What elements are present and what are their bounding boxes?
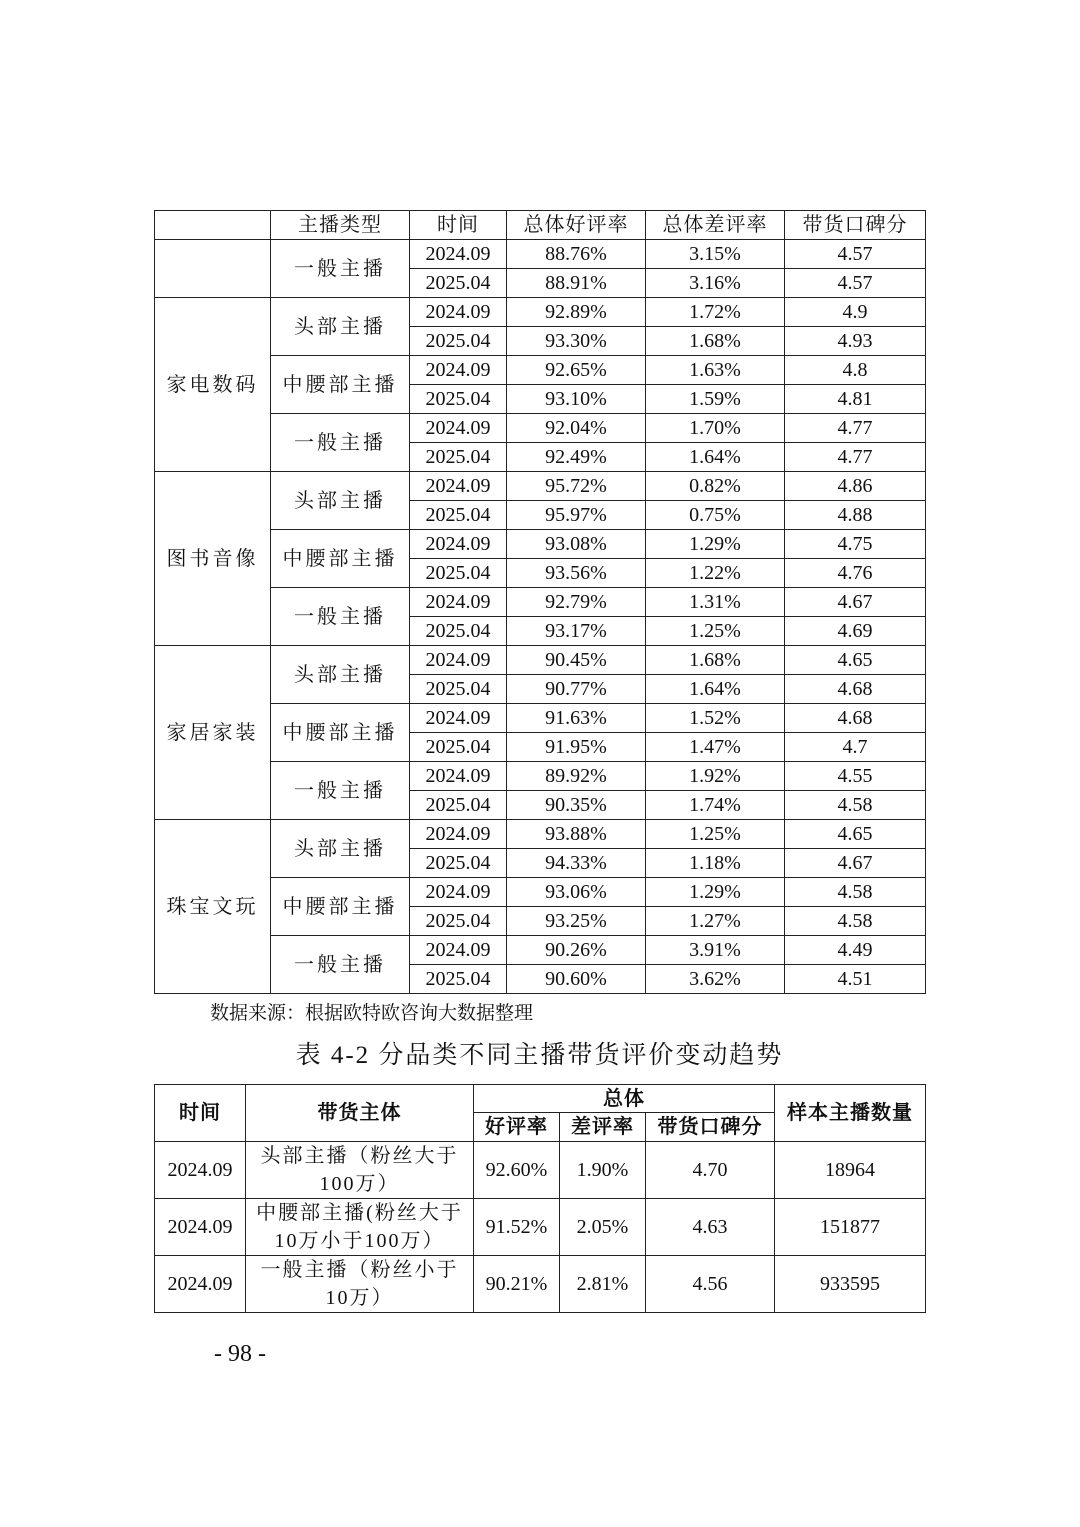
table1-cell-time: 2025.04	[410, 907, 507, 936]
table-row	[155, 356, 926, 385]
table1-cell-anchor-type: 中腰部主播	[271, 704, 410, 762]
table1-header-category	[155, 211, 271, 240]
table2-cell-time: 2024.09	[155, 1256, 246, 1313]
evaluation-trend-table	[154, 1084, 926, 1313]
table1-cell-good-rate: 88.76%	[507, 240, 646, 269]
table1-cell-bad-rate: 1.63%	[646, 356, 785, 385]
table1-cell-time: 2024.09	[410, 414, 507, 443]
table1-cell-anchor-type: 一般主播	[271, 936, 410, 994]
table1-cell-time: 2024.09	[410, 762, 507, 791]
table1-cell-time: 2024.09	[410, 646, 507, 675]
table1-cell-time: 2024.09	[410, 936, 507, 965]
table1-cell-score: 4.75	[785, 530, 926, 559]
table1-cell-bad-rate: 1.59%	[646, 385, 785, 414]
table1-cell-bad-rate: 1.68%	[646, 327, 785, 356]
table1-cell-time: 2025.04	[410, 269, 507, 298]
table1-cell-bad-rate: 1.64%	[646, 443, 785, 472]
table2-header-sample-count: 样本主播数量	[775, 1085, 926, 1142]
table-row	[155, 588, 926, 617]
table1-cell-good-rate: 92.79%	[507, 588, 646, 617]
table2-cell-score: 4.70	[646, 1142, 775, 1199]
table1-cell-anchor-type: 头部主播	[271, 472, 410, 530]
table1-cell-time: 2025.04	[410, 617, 507, 646]
table-caption: 表 4-2 分品类不同主播带货评价变动趋势	[295, 1042, 784, 1069]
table1-cell-time: 2024.09	[410, 530, 507, 559]
table1-cell-score: 4.81	[785, 385, 926, 414]
table1-cell-good-rate: 90.26%	[507, 936, 646, 965]
table1-cell-time: 2025.04	[410, 733, 507, 762]
table1-cell-good-rate: 90.60%	[507, 965, 646, 994]
table1-cell-anchor-type: 头部主播	[271, 820, 410, 878]
table1-cell-bad-rate: 1.74%	[646, 791, 785, 820]
table2-header-score: 带货口碑分	[646, 1113, 775, 1142]
table1-cell-good-rate: 92.89%	[507, 298, 646, 327]
table1-cell-good-rate: 89.92%	[507, 762, 646, 791]
table1-cell-score: 4.69	[785, 617, 926, 646]
table-row	[155, 472, 926, 501]
table1-cell-bad-rate: 1.25%	[646, 820, 785, 849]
table1-cell-time: 2025.04	[410, 791, 507, 820]
table2-cell-subject: 中腰部主播(粉丝大于10万小于100万）	[246, 1199, 474, 1256]
table1-cell-bad-rate: 1.92%	[646, 762, 785, 791]
table2-header-overall: 总体	[474, 1085, 775, 1113]
table1-cell-bad-rate: 3.62%	[646, 965, 785, 994]
table-row	[155, 298, 926, 327]
evaluation-table-by-category	[154, 210, 926, 994]
table1-cell-good-rate: 94.33%	[507, 849, 646, 878]
table1-cell-time: 2024.09	[410, 240, 507, 269]
table1-cell-category: 珠宝文玩	[155, 820, 271, 994]
table1-cell-score: 4.67	[785, 588, 926, 617]
table1-header-good-rate: 总体好评率	[507, 211, 646, 240]
table2-cell-bad-rate: 2.81%	[560, 1256, 646, 1313]
table1-cell-score: 4.57	[785, 240, 926, 269]
table1-cell-anchor-type: 一般主播	[271, 414, 410, 472]
table1-cell-score: 4.51	[785, 965, 926, 994]
table2-cell-good-rate: 91.52%	[474, 1199, 560, 1256]
table2-cell-time: 2024.09	[155, 1199, 246, 1256]
table1-cell-good-rate: 92.04%	[507, 414, 646, 443]
table1-cell-bad-rate: 1.18%	[646, 849, 785, 878]
table1-cell-score: 4.8	[785, 356, 926, 385]
table1-cell-score: 4.77	[785, 443, 926, 472]
table1-cell-bad-rate: 3.15%	[646, 240, 785, 269]
table1-cell-score: 4.77	[785, 414, 926, 443]
table1-cell-time: 2025.04	[410, 559, 507, 588]
table1-cell-good-rate: 93.30%	[507, 327, 646, 356]
table1-header-row	[155, 211, 926, 240]
table1-cell-category: 家电数码	[155, 298, 271, 472]
table1-header-time: 时间	[410, 211, 507, 240]
table1-cell-score: 4.57	[785, 269, 926, 298]
table1-cell-time: 2024.09	[410, 298, 507, 327]
table1-cell-time: 2025.04	[410, 849, 507, 878]
table1-cell-time: 2024.09	[410, 820, 507, 849]
table2-cell-bad-rate: 1.90%	[560, 1142, 646, 1199]
table1-cell-bad-rate: 1.72%	[646, 298, 785, 327]
table-row	[155, 1199, 926, 1256]
table1-cell-good-rate: 91.95%	[507, 733, 646, 762]
table1-header-anchor-type: 主播类型	[271, 211, 410, 240]
table1-cell-bad-rate: 3.16%	[646, 269, 785, 298]
table2-cell-score: 4.56	[646, 1256, 775, 1313]
table2-header-time: 时间	[155, 1085, 246, 1142]
table1-cell-good-rate: 88.91%	[507, 269, 646, 298]
table1-cell-good-rate: 93.17%	[507, 617, 646, 646]
table2-header-good-rate: 好评率	[474, 1113, 560, 1142]
table1-cell-score: 4.76	[785, 559, 926, 588]
table1-cell-good-rate: 93.25%	[507, 907, 646, 936]
table-row	[155, 646, 926, 675]
table1-cell-score: 4.55	[785, 762, 926, 791]
table1-cell-anchor-type: 中腰部主播	[271, 356, 410, 414]
table1-cell-score: 4.67	[785, 849, 926, 878]
table2-cell-count: 933595	[775, 1256, 926, 1313]
table1-cell-score: 4.58	[785, 907, 926, 936]
table1-cell-score: 4.65	[785, 646, 926, 675]
table1-cell-bad-rate: 3.91%	[646, 936, 785, 965]
table1-cell-time: 2024.09	[410, 472, 507, 501]
table1-cell-bad-rate: 1.70%	[646, 414, 785, 443]
table1-cell-good-rate: 95.97%	[507, 501, 646, 530]
table1-cell-bad-rate: 1.27%	[646, 907, 785, 936]
table1-cell-bad-rate: 1.31%	[646, 588, 785, 617]
table1-cell-bad-rate: 1.52%	[646, 704, 785, 733]
table1-cell-score: 4.88	[785, 501, 926, 530]
table1-cell-bad-rate: 0.75%	[646, 501, 785, 530]
table1-cell-bad-rate: 1.47%	[646, 733, 785, 762]
table1-cell-anchor-type: 一般主播	[271, 762, 410, 820]
table1-header-bad-rate: 总体差评率	[646, 211, 785, 240]
table-row	[155, 1142, 926, 1199]
table1-cell-good-rate: 91.63%	[507, 704, 646, 733]
table1-cell-time: 2024.09	[410, 356, 507, 385]
table2-cell-time: 2024.09	[155, 1142, 246, 1199]
table2-cell-bad-rate: 2.05%	[560, 1199, 646, 1256]
table1-cell-good-rate: 90.45%	[507, 646, 646, 675]
table1-cell-good-rate: 93.10%	[507, 385, 646, 414]
table1-cell-good-rate: 93.06%	[507, 878, 646, 907]
table1-cell-bad-rate: 1.64%	[646, 675, 785, 704]
table1-cell-score: 4.86	[785, 472, 926, 501]
table1-cell-score: 4.68	[785, 675, 926, 704]
data-source-note: 数据来源：根据欧特欧咨询大数据整理	[210, 1003, 534, 1024]
table1-cell-good-rate: 95.72%	[507, 472, 646, 501]
table1-cell-category: 家居家装	[155, 646, 271, 820]
table-row	[155, 1256, 926, 1313]
table2-cell-good-rate: 90.21%	[474, 1256, 560, 1313]
table1-cell-time: 2024.09	[410, 878, 507, 907]
table1-body	[155, 240, 926, 994]
table2-header-row-1	[155, 1085, 926, 1113]
table1-cell-time: 2024.09	[410, 704, 507, 733]
table1-cell-anchor-type: 头部主播	[271, 646, 410, 704]
table1-cell-score: 4.65	[785, 820, 926, 849]
table1-cell-bad-rate: 1.29%	[646, 530, 785, 559]
table1-cell-good-rate: 90.77%	[507, 675, 646, 704]
page-number: - 98 -	[214, 1341, 266, 1367]
table2-cell-score: 4.63	[646, 1199, 775, 1256]
table1-cell-anchor-type: 中腰部主播	[271, 878, 410, 936]
table-row	[155, 414, 926, 443]
table1-cell-score: 4.58	[785, 791, 926, 820]
table1-cell-bad-rate: 0.82%	[646, 472, 785, 501]
table1-cell-score: 4.93	[785, 327, 926, 356]
table1-cell-time: 2024.09	[410, 588, 507, 617]
table1-cell-score: 4.49	[785, 936, 926, 965]
table2-cell-count: 151877	[775, 1199, 926, 1256]
table-row	[155, 878, 926, 907]
table1-cell-score: 4.68	[785, 704, 926, 733]
table1-cell-score: 4.7	[785, 733, 926, 762]
table-row	[155, 240, 926, 269]
table-row	[155, 762, 926, 791]
table1-cell-anchor-type: 中腰部主播	[271, 530, 410, 588]
table1-cell-bad-rate: 1.25%	[646, 617, 785, 646]
table1-cell-time: 2025.04	[410, 327, 507, 356]
table2-cell-subject: 头部主播（粉丝大于100万）	[246, 1142, 474, 1199]
table1-cell-good-rate: 92.49%	[507, 443, 646, 472]
table1-cell-anchor-type: 一般主播	[271, 240, 410, 298]
table1-cell-time: 2025.04	[410, 385, 507, 414]
table1-cell-anchor-type: 一般主播	[271, 588, 410, 646]
table1-cell-category: 图书音像	[155, 472, 271, 646]
table1-cell-time: 2025.04	[410, 965, 507, 994]
table-row	[155, 936, 926, 965]
table2-cell-subject: 一般主播（粉丝小于10万）	[246, 1256, 474, 1313]
table1-cell-bad-rate: 1.29%	[646, 878, 785, 907]
table1-cell-category	[155, 240, 271, 298]
table2-cell-count: 18964	[775, 1142, 926, 1199]
table2-header-bad-rate: 差评率	[560, 1113, 646, 1142]
table1-cell-time: 2025.04	[410, 501, 507, 530]
table1-cell-bad-rate: 1.68%	[646, 646, 785, 675]
table-row	[155, 530, 926, 559]
table1-cell-good-rate: 93.56%	[507, 559, 646, 588]
table-row	[155, 820, 926, 849]
table1-cell-time: 2025.04	[410, 675, 507, 704]
table1-cell-good-rate: 93.08%	[507, 530, 646, 559]
table1-cell-score: 4.9	[785, 298, 926, 327]
table1-cell-good-rate: 93.88%	[507, 820, 646, 849]
table1-header-reputation-score: 带货口碑分	[785, 211, 926, 240]
table2-header-subject: 带货主体	[246, 1085, 474, 1142]
table1-cell-time: 2025.04	[410, 443, 507, 472]
table2-cell-good-rate: 92.60%	[474, 1142, 560, 1199]
table-row	[155, 704, 926, 733]
table1-cell-good-rate: 92.65%	[507, 356, 646, 385]
table1-cell-good-rate: 90.35%	[507, 791, 646, 820]
table1-cell-anchor-type: 头部主播	[271, 298, 410, 356]
table1-cell-bad-rate: 1.22%	[646, 559, 785, 588]
table1-cell-score: 4.58	[785, 878, 926, 907]
